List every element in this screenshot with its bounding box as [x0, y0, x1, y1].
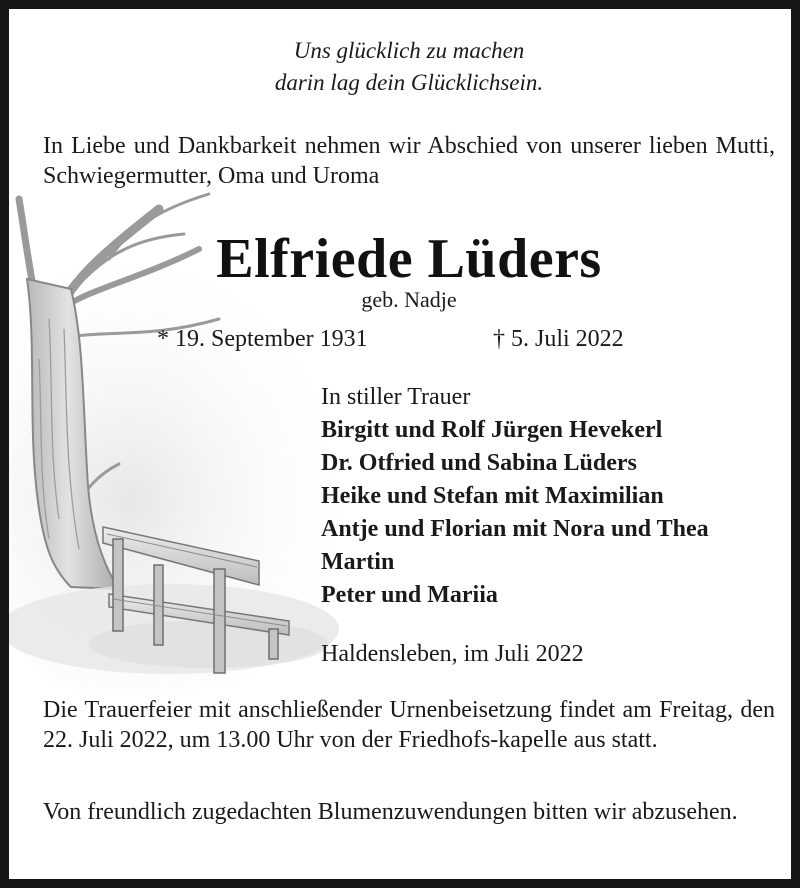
mourners-list	[321, 381, 791, 612]
mourner-entry: Martin	[321, 549, 395, 575]
mourner-entry: Peter und Mariia	[321, 582, 498, 608]
intro-text: In Liebe und Dankbarkeit nehmen wir Abschied von unserer lieben Mutti, Schwiegermutter, Oma und Uroma	[43, 133, 775, 189]
birth-date: * 19. September 1931	[157, 326, 368, 352]
motto-line-1: Uns glücklich zu machen	[293, 38, 525, 63]
place-and-date: Haldensleben, im Juli 2022	[321, 641, 584, 667]
deceased-name: Elfriede Lüders	[216, 228, 602, 290]
death-date: † 5. Juli 2022	[493, 326, 624, 352]
mourner-entry: Antje und Florian mit Nora und Thea	[321, 516, 709, 542]
mourner-entry: Dr. Otfried und Sabina Lüders	[321, 450, 637, 476]
mourner-entry: Birgitt und Rolf Jürgen Hevekerl	[321, 417, 663, 443]
funeral-service-text: Die Trauerfeier mit anschließender Urnenbeisetzung findet am Freitag, den 22. Juli 2022, um 13.00 Uhr von der Friedhofs-kapelle aus statt.	[43, 697, 775, 753]
mourner-entry: Heike und Stefan mit Maximilian	[321, 483, 664, 509]
motto-line-2: darin lag dein Glücklichsein.	[274, 70, 544, 95]
mourners-heading: In stiller Trauer	[321, 384, 471, 410]
flowers-request-text: Von freundlich zugedachten Blumenzuwendungen bitten wir abzusehen.	[43, 799, 738, 825]
maiden-name: geb. Nadje	[361, 287, 457, 312]
